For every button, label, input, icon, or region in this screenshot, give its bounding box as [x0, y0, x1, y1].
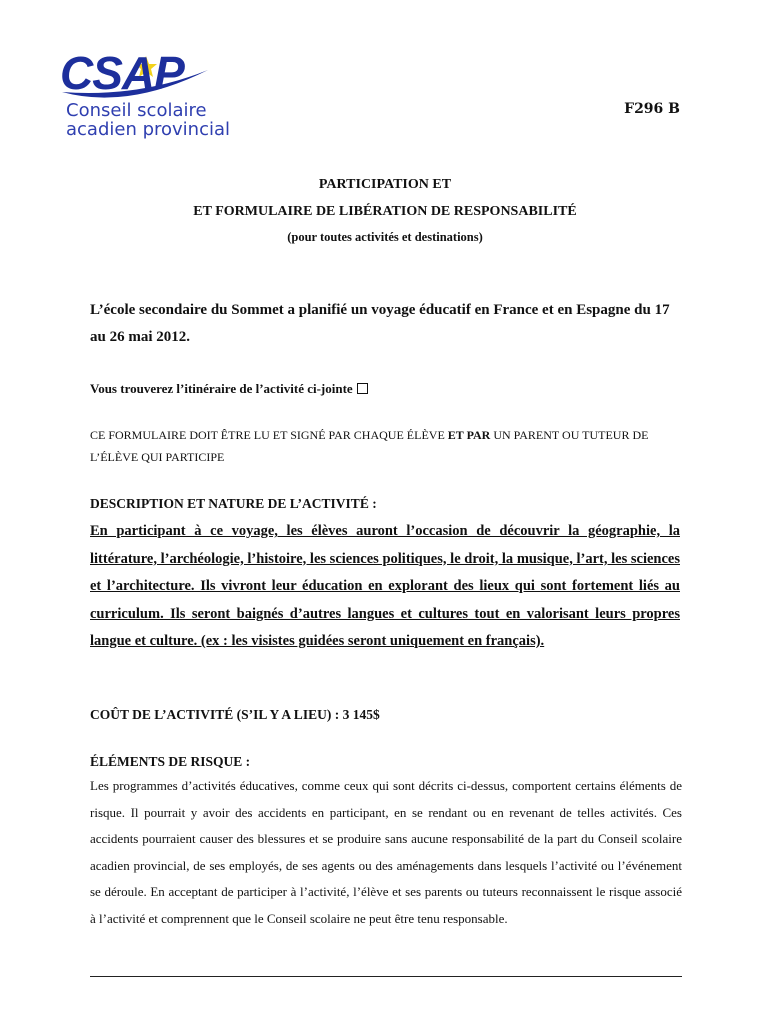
- title-line-3: (pour toutes activités et destinations): [287, 230, 483, 244]
- description-paragraph: En participant à ce voyage, les élèves auront l’occasion de découvrir la géographie, la littérature, l’archéologie, l’histoire, les sciences politiques, le droit, la musique, l’art, les sciences et l’architecture. Ils vivront leur éducation en explorant des lieux qui sont fortement liés au curriculum. Ils seront baignés d’autres langues et cultures tout en valorisant leurs propres langue et culture. (ex : les visistes guidées seront uniquement en français).: [90, 523, 680, 649]
- form-code: F296 B: [624, 101, 680, 117]
- itinerary-checkbox[interactable]: [357, 383, 368, 394]
- intro-paragraph: L’école secondaire du Sommet a planifié un voyage éducatif en France et en Espagne du 17 au 26 mai 2012.: [90, 302, 670, 345]
- logo-line-2: acadien provincial: [66, 119, 231, 140]
- document-title: [90, 177, 680, 245]
- logo-wordmark: CSAP: [60, 47, 184, 99]
- risk-heading: ÉLÉMENTS DE RISQUE :: [90, 754, 251, 769]
- notice-part-1: CE FORMULAIRE DOIT ÊTRE LU ET SIGNÉ PAR CHAQUE ÉLÈVE: [90, 428, 448, 442]
- title-line-2: ET FORMULAIRE DE LIBÉRATION DE RESPONSABILITÉ: [193, 204, 577, 219]
- footer-divider: [90, 976, 682, 977]
- description-heading: DESCRIPTION ET NATURE DE L’ACTIVITÉ :: [90, 496, 377, 511]
- itinerary-line: [90, 381, 368, 397]
- signature-notice: [90, 424, 680, 468]
- title-line-1: PARTICIPATION ET: [318, 177, 452, 192]
- itinerary-label: Vous trouverez l’itinéraire de l’activité ci-jointe: [90, 381, 353, 396]
- notice-bold: ET PAR: [447, 428, 491, 442]
- notice-part-2: UN PARENT OU TUTEUR DE L’ÉLÈVE QUI PARTICIPE: [90, 428, 649, 464]
- logo-line-1: Conseil scolaire: [66, 100, 207, 121]
- csap-logo: [58, 40, 231, 145]
- risk-paragraph: Les programmes d’activités éducatives, comme ceux qui sont décrits ci-dessus, comportent certains éléments de risque. Il pourrait y avoir des accidents en participant, en se rendant ou en revenant de telles activités. Ces accidents pourraient causer des blessures et se produire sans aucune responsabilité de la part du Conseil scolaire acadien provincial, de ses employés, de ses agents ou des aménagements dans lesquels l’activité ou l’événement se déroule. En acceptant de participer à l’activité, l’élève et ses parents ou tuteurs reconnaissent le risque associé à l’activité et comprennent que le Conseil scolaire ne peut être tenu responsable.: [90, 778, 682, 926]
- cost-line: COÛT DE L’ACTIVITÉ (S’IL Y A LIEU) : 3 145$: [90, 707, 380, 722]
